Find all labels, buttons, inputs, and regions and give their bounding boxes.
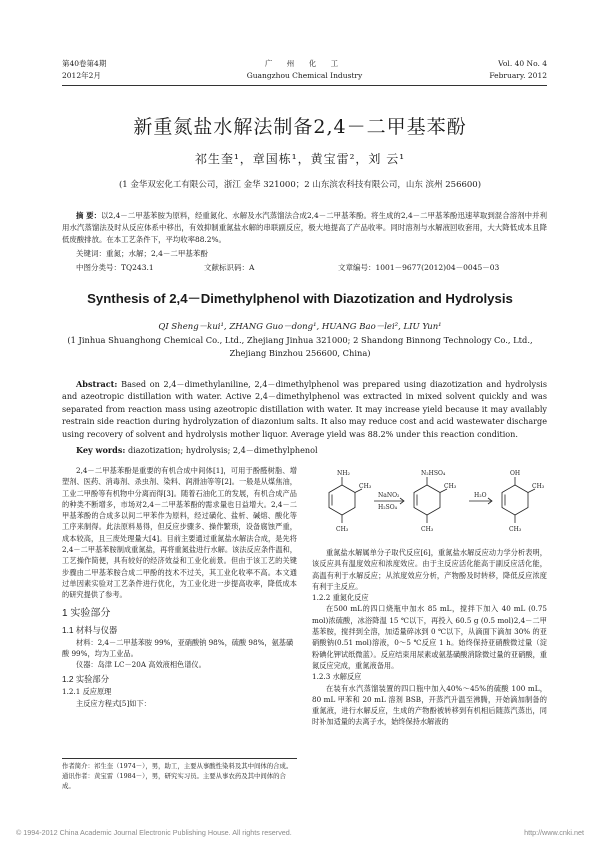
document-code: 文献标识码：A [204, 263, 255, 272]
affiliation-en [0, 334, 600, 360]
subsubsection-diazotization: 1.2.2 重氮化反应 [312, 593, 369, 603]
subsection-materials: 1.1 材料与仪器 [62, 624, 118, 635]
subsection-experiment: 1.2 实验部分 [62, 674, 110, 685]
reaction-equation-intro: 主反应方程式[5]如下： [76, 698, 151, 708]
journal-name-cn: 广 州 化 工 [264, 59, 345, 68]
article-number: 文章编号：1001－9677(2012)04－0045－03 [338, 263, 500, 272]
footnote-author-bio: 作者简介：祁生奎（1974－），男，助工，主要从事酸性染料及其中间体的合成。 [62, 762, 293, 770]
label-h2so4: H₂SO₄ [378, 504, 398, 511]
abstract-en-text: Based on 2,4－dimethylaniline, 2,4－dimethylphenol was prepared using diazotization and hydrolysis and azeotropic distillation with water. Active 2,4－dimethylphenol was extracted in mixed solvent quickly and was separated from reaction mass using azeotropic distillation with water. It may increase yield because it may availably restrain side reaction during hydrolyzation of diazonium salts. It also may reduce cost and acid wastewater discharge using recovery of solvent and hydrolysis mother liquor. Average yield was 88.2% under this reaction condition. [62, 379, 547, 439]
copyright-notice: © 1994-2012 China Academic Journal Electronic Publishing House. All rights reserved. [16, 828, 292, 837]
paper-title-cn: 新重氮盐水解法制备2,4－二甲基苯酚 [133, 116, 467, 138]
keywords-en-text: diazotization; hydrolysis; 2,4－dimethylphenol [125, 445, 318, 455]
authors-en: QI Sheng－kui¹, ZHANG Guo－dong¹, HUANG Bao－lei², LIU Yun¹ [158, 322, 442, 332]
abstract-en-label: Abstract: [76, 379, 118, 389]
journal-date-cn: 2012年2月 [62, 71, 101, 80]
affiliation-cn: (1 金华双宏化工有限公司，浙江 金华 321000；2 山东滨农科技有限公司，山东 滨州 256600) [118, 180, 482, 190]
abstract-cn-label: 摘 要： [76, 211, 102, 220]
footnote-corresponding: 通讯作者：黄宝雷（1984－），男，研究实习员。主要从事农药及其中间体的合成。 [62, 772, 286, 790]
section-heading-experimental: 1 实验部分 [62, 607, 111, 619]
body-column-right [312, 465, 547, 728]
benzene-ring-start [329, 485, 355, 515]
abstract-cn-text: 以2,4－二甲基苯胺为原料，经重氮化、水解及水汽蒸馏法合成2,4－二甲基苯酚。将生成的2,4－二甲基苯酚迅速萃取到混合溶剂中并利用水汽蒸馏法及时从反应体系中移出，有效抑制重氮盐水解的串联副反应，极大地提高了产品收率。同时溶剂与水解液回收套用，大大降低成本且降低废酸排放。在本工艺条件下，平均收率88.2%。 [62, 211, 547, 244]
diazotization-paragraph: 在500 mL的四口烧瓶中加水 85 mL，搅拌下加入 40 mL (0.75 mol)浓硫酸，冰浴降温 15 ℃以下，再投入 60.5 g (0.5 mol)2,4－二甲基苯胺，搅拌到全溶，加适量碎冰到 0 ℃以下，从滴面下滴加 30% 的亚硝酸钠(0.51 mol)溶液，0～5 ℃反应 1 h。始终保持亚硝酸微过量（淀粉碘化钾试纸微蓝）。反应结束用尿素或氨基磺酸消除微过量的亚硝酸，重氮反应完成，重氮液备用。 [312, 604, 547, 670]
label-oh: OH [510, 470, 521, 477]
label-h2o: H₂O [474, 492, 487, 499]
intro-paragraph: 2,4－二甲基苯酚是重要的有机合成中间体[1]，可用于酚醛树脂、增塑剂、医药、消毒剂、杀虫剂、染料、润滑油等等[2]。一般是从煤焦油，工业二甲酚等有机物中分离而得[3]。随着石油化工的发展，有机合成产品的种类不断增多，市场对2,4－二甲基苯酚的需求量也日益增大。2,4－二甲基苯酚的合成多以间二甲苯作为原料，经过磺化、盐析、碱熔、酸化等工序来制得。此法原料易得，但反应步骤多、操作繁琐，设备腐蚀严重，成本较高，且三废处理量大[4]。目前主要通过重氮盐水解法合成，是先将2,4－二甲基苯胺制成重氮盐，再将重氮盐进行水解。该法反应条件温和，工艺操作简便，具有较好的经济效益和工业化前景。但由于该工艺的关键步骤由二甲基苯胺合成二甲酚的技术不过关，其工业化收率不高。本文通过单因素实验对工艺条件进行优化，为工业化进一步提高收率，降低成本的研究提供了参考。 [62, 466, 297, 600]
header-right [489, 58, 547, 82]
subsubsection-hydrolysis: 1.2.3 水解反应 [312, 672, 362, 682]
reaction-scheme [312, 465, 547, 545]
running-header [62, 58, 547, 86]
cnki-link[interactable]: http://www.cnki.net [524, 828, 584, 837]
clc-number: 中图分类号：TQ243.1 [76, 263, 154, 272]
kinetics-paragraph: 重氮盐水解属单分子取代反应[6]，重氮盐水解反应动力学分析表明，该反应具有温度效应和浓度效应。由于主反应活化能高于副反应活化能，高温有利于水解反应；从浓度效应分析，产物酚及时转移，降低反应浓度有利于主反应。 [312, 548, 547, 591]
label-methyl-start-ortho: CH₃ [359, 483, 372, 490]
benzene-ring-end [502, 485, 528, 515]
classification-row [76, 262, 547, 273]
label-methyl-start-para: CH₃ [336, 526, 349, 533]
copyright-footer [0, 828, 600, 842]
label-methyl-mid-para: CH₃ [421, 526, 434, 533]
label-nano2: NaNO₂ [378, 492, 400, 499]
journal-volume-en: Vol. 40 No. 4 [498, 59, 547, 68]
label-methyl-mid-ortho: CH₃ [444, 483, 457, 490]
instruments-text: 仪器：岛津 LC－20A 高效液相色谱仪。 [76, 660, 206, 670]
subsubsection-principle: 1.2.1 反应原理 [62, 687, 112, 697]
label-methyl-end-ortho: CH₃ [532, 483, 545, 490]
journal-name-en: Guangzhou Chemical Industry [246, 71, 363, 80]
paper-title-en: Synthesis of 2,4－Dimethylphenol with Diazotization and Hydrolysis [87, 291, 513, 306]
benzene-ring-mid [414, 485, 440, 515]
keywords-en-label: Key words: [76, 445, 126, 455]
abstract-en [62, 378, 547, 440]
affiliation-en-line2: Zhejiang Binzhou 256600, China) [229, 348, 371, 358]
hydrolysis-paragraph: 在装有水汽蒸馏装置的四口瓶中加入40%～45%的硫酸 100 mL，80 mL 甲苯和 20 mL 溶剂 BSB，开蒸汽升温至沸腾，开始滴加制备的重氮液，进行水解反应，生成的产物酚被转移到有机相后随蒸汽蒸出，同时补加适量的去离子水，始终保持水解液的 [312, 683, 547, 727]
materials-text: 材料：2,4－二甲基苯胺 99%，亚硝酸钠 98%，硫酸 98%，氨基磺酸 99%，均为工业品。 [62, 637, 294, 658]
journal-date-en: February. 2012 [489, 71, 547, 80]
affiliation-en-line1: (1 Jinhua Shuanghong Chemical Co., Ltd., Zhejiang Jinhua 321000; 2 Shandong Binnong Technology Co., Ltd., [67, 335, 533, 345]
label-methyl-end-para: CH₃ [509, 526, 522, 533]
header-center [62, 58, 547, 82]
author-footnote [62, 758, 297, 791]
journal-volume-cn: 第40卷第4期 [62, 59, 107, 68]
keywords-en [76, 445, 318, 456]
label-n2hso4: N₂HSO₄ [421, 470, 446, 477]
body-column-left [62, 465, 297, 709]
authors-cn: 祁生奎¹，章国栋¹，黄宝雷²，刘 云¹ [194, 152, 406, 166]
reaction-scheme-svg [312, 465, 547, 545]
abstract-cn [62, 210, 547, 245]
label-nh2: NH₂ [337, 470, 350, 477]
keywords-cn: 关键词：重氮；水解；2,4－二甲基苯酚 [76, 249, 208, 258]
